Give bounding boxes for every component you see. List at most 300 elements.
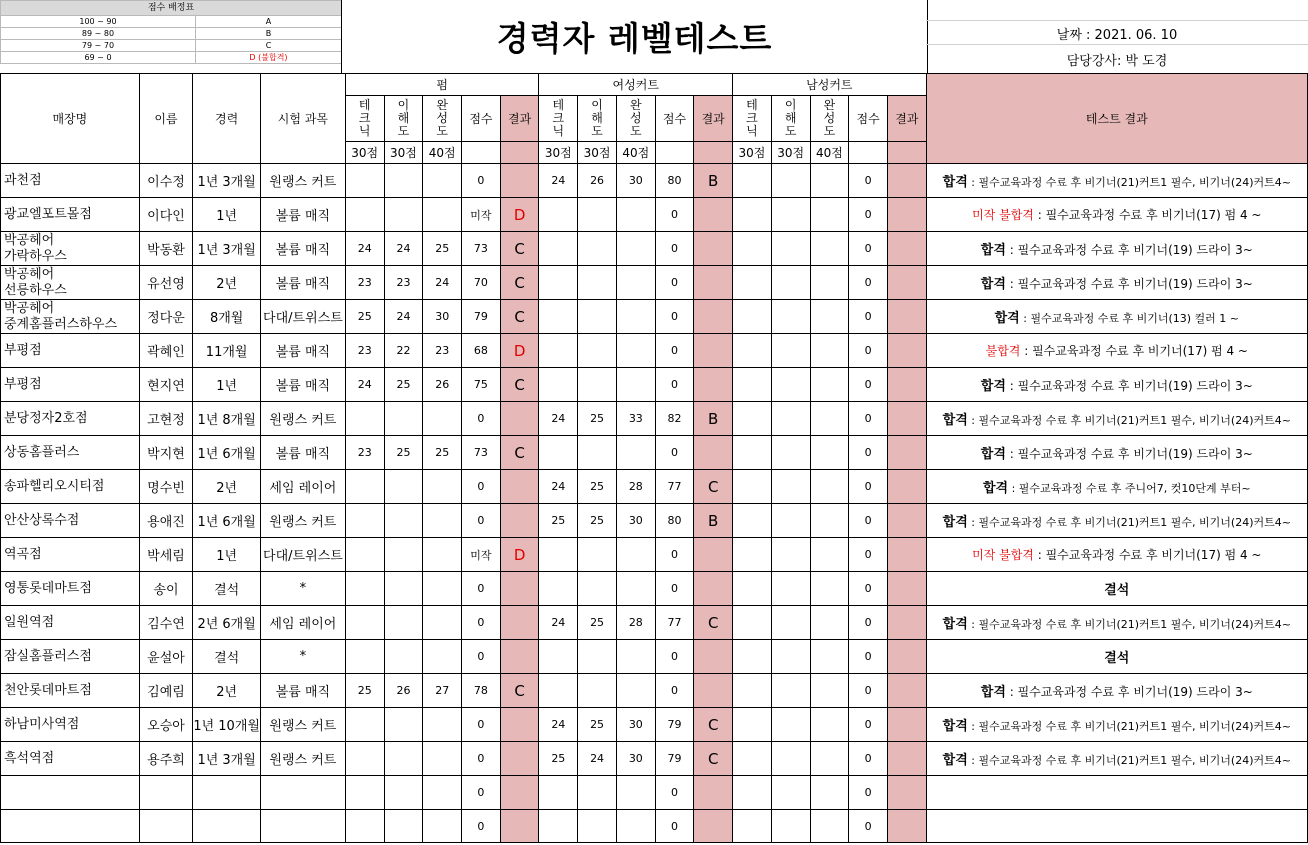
table-row: [1, 742, 1308, 776]
men-value-cell: [810, 368, 849, 402]
perm-value-cell: 70: [462, 266, 501, 300]
result-detail: : 필수교육과정 수료 후 비기너(19) 드라이 3~: [1005, 379, 1253, 393]
perm-value-cell: [345, 402, 384, 436]
perm-value-cell: [384, 198, 423, 232]
table-row: [1, 436, 1308, 470]
men-grade-cell: [887, 368, 926, 402]
result-status: 합격: [942, 175, 968, 190]
result-status: 미작 불합격: [972, 208, 1034, 222]
subject-cell: 원랭스 커트: [260, 742, 345, 776]
men-value-cell: [771, 674, 810, 708]
women-value-cell: 33: [616, 402, 655, 436]
perm-grade-cell: [500, 402, 539, 436]
women-value-cell: [616, 640, 655, 674]
men-value-cell: 0: [849, 436, 888, 470]
men-value-cell: [771, 470, 810, 504]
perm-grade-cell: C: [500, 266, 539, 300]
perm-value-cell: [384, 572, 423, 606]
perm-grade-cell: [500, 776, 539, 810]
men-value-cell: [733, 198, 772, 232]
subject-cell: 원랭스 커트: [260, 402, 345, 436]
perm-value-cell: 0: [462, 402, 501, 436]
men-grade-cell: [887, 708, 926, 742]
men-value-cell: [771, 538, 810, 572]
result-cell: [926, 436, 1307, 470]
result-cell: [926, 504, 1307, 538]
perm-value-cell: 0: [462, 606, 501, 640]
result-cell: [926, 300, 1307, 334]
women-value-cell: [578, 538, 617, 572]
perm-value-cell: [384, 810, 423, 843]
men-value-cell: [810, 606, 849, 640]
men-value-cell: [771, 232, 810, 266]
career-cell: 2년: [193, 470, 261, 504]
women-value-cell: [539, 436, 578, 470]
men-value-cell: [733, 334, 772, 368]
men-value-cell: [733, 164, 772, 198]
score-reference-row: [1, 52, 342, 64]
career-cell: 1년 3개월: [193, 232, 261, 266]
perm-value-cell: 73: [462, 232, 501, 266]
men-value-cell: 0: [849, 606, 888, 640]
perm-value-cell: [423, 504, 462, 538]
result-status: 결석: [1104, 583, 1130, 598]
store-cell: 안산상록수점: [1, 504, 140, 538]
women-value-cell: 28: [616, 470, 655, 504]
table-row: [1, 504, 1308, 538]
women-value-cell: [616, 674, 655, 708]
men-value-cell: [733, 640, 772, 674]
name-cell: 윤설아: [139, 640, 193, 674]
perm-grade-cell: [500, 810, 539, 843]
women-value-cell: [578, 266, 617, 300]
career-cell: 결석: [193, 640, 261, 674]
result-cell: [926, 164, 1307, 198]
career-cell: 1년 3개월: [193, 164, 261, 198]
perm-value-cell: 미작: [462, 198, 501, 232]
women-value-cell: 0: [655, 572, 694, 606]
result-detail: : 필수교육과정 수료 후 비기너(21)커트1 필수, 비기너(24)커트4~: [967, 176, 1291, 189]
women-value-cell: [539, 810, 578, 843]
score-grade: C: [196, 40, 342, 52]
perm-value-cell: [384, 606, 423, 640]
women-value-cell: 0: [655, 300, 694, 334]
men-value-cell: 0: [849, 300, 888, 334]
name-cell: 김수연: [139, 606, 193, 640]
score-reference-row: [1, 28, 342, 40]
name-cell: 박세림: [139, 538, 193, 572]
subject-cell: 볼륨 매직: [260, 368, 345, 402]
perm-value-cell: 0: [462, 504, 501, 538]
men-value-cell: [810, 708, 849, 742]
women-grade-cell: B: [694, 402, 733, 436]
name-cell: 정다운: [139, 300, 193, 334]
header-women-points: 30점: [539, 142, 578, 164]
perm-value-cell: [345, 742, 384, 776]
perm-value-cell: [345, 640, 384, 674]
women-value-cell: 24: [539, 606, 578, 640]
women-value-cell: [539, 232, 578, 266]
women-value-cell: [539, 300, 578, 334]
header-group-women-cut: 여성커트: [539, 74, 733, 96]
men-value-cell: [771, 436, 810, 470]
header-perm-points: 30점: [345, 142, 384, 164]
men-grade-cell: [887, 470, 926, 504]
women-grade-cell: B: [694, 164, 733, 198]
header-perm-sub: 완 성 도: [423, 96, 462, 142]
header-perm-sub: 테 크 닉: [345, 96, 384, 142]
women-value-cell: [616, 810, 655, 843]
women-value-cell: [539, 674, 578, 708]
name-cell: 유선영: [139, 266, 193, 300]
header-perm-points: 30점: [384, 142, 423, 164]
store-cell: 과천점: [1, 164, 140, 198]
result-status: 합격: [942, 515, 968, 530]
meta-divider: [926, 20, 1308, 21]
perm-value-cell: [345, 776, 384, 810]
result-status: 합격: [980, 277, 1006, 292]
men-value-cell: [733, 810, 772, 843]
women-value-cell: 0: [655, 368, 694, 402]
result-cell: [926, 606, 1307, 640]
perm-grade-cell: [500, 640, 539, 674]
men-value-cell: 0: [849, 572, 888, 606]
women-value-cell: 24: [578, 742, 617, 776]
men-value-cell: 0: [849, 368, 888, 402]
header-women-points: 40점: [616, 142, 655, 164]
score-range: 89 ~ 80: [1, 28, 196, 40]
men-value-cell: 0: [849, 402, 888, 436]
perm-value-cell: [345, 164, 384, 198]
men-value-cell: [733, 436, 772, 470]
career-cell: [193, 810, 261, 843]
perm-grade-cell: D: [500, 198, 539, 232]
career-cell: 1년 3개월: [193, 742, 261, 776]
career-cell: 1년: [193, 368, 261, 402]
women-value-cell: [539, 334, 578, 368]
men-value-cell: [733, 402, 772, 436]
perm-grade-cell: [500, 742, 539, 776]
result-status: 합격: [942, 413, 968, 428]
men-grade-cell: [887, 300, 926, 334]
result-detail: : 필수교육과정 수료 후 주니어7, 컷10단계 부터~: [1008, 482, 1251, 495]
store-cell: 영통롯데마트점: [1, 572, 140, 606]
subject-cell: 세임 레이어: [260, 470, 345, 504]
perm-value-cell: 23: [345, 266, 384, 300]
perm-value-cell: 22: [384, 334, 423, 368]
perm-value-cell: [423, 198, 462, 232]
women-value-cell: 0: [655, 674, 694, 708]
perm-value-cell: [423, 164, 462, 198]
header-career: 경력: [193, 74, 261, 164]
perm-value-cell: 25: [423, 436, 462, 470]
name-cell: 박지현: [139, 436, 193, 470]
table-row: [1, 300, 1308, 334]
result-cell: [926, 368, 1307, 402]
subject-cell: *: [260, 640, 345, 674]
perm-value-cell: 24: [384, 300, 423, 334]
perm-value-cell: 25: [423, 232, 462, 266]
header-perm-grade: 결과: [500, 96, 539, 142]
women-value-cell: 0: [655, 232, 694, 266]
header-perm-sub: 이 해 도: [384, 96, 423, 142]
table-row: [1, 708, 1308, 742]
perm-value-cell: 0: [462, 572, 501, 606]
women-value-cell: 25: [578, 708, 617, 742]
store-cell: 박공헤어 선릉하우스: [1, 266, 140, 300]
women-value-cell: [539, 640, 578, 674]
career-cell: 1년: [193, 538, 261, 572]
table-row: [1, 368, 1308, 402]
result-status: 합격: [942, 617, 968, 632]
men-value-cell: [810, 742, 849, 776]
perm-value-cell: [423, 810, 462, 843]
men-grade-cell: [887, 606, 926, 640]
men-value-cell: 0: [849, 742, 888, 776]
score-range: 79 ~ 70: [1, 40, 196, 52]
subject-cell: 볼륨 매직: [260, 334, 345, 368]
men-grade-cell: [887, 538, 926, 572]
score-reference-row: [1, 16, 342, 28]
men-value-cell: [810, 572, 849, 606]
perm-value-cell: 78: [462, 674, 501, 708]
result-cell: [926, 708, 1307, 742]
subject-cell: 다대/트위스트: [260, 300, 345, 334]
men-grade-cell: [887, 334, 926, 368]
women-grade-cell: [694, 538, 733, 572]
instructor-label: 담당강사: 박 도경: [1066, 54, 1168, 69]
women-value-cell: 0: [655, 776, 694, 810]
table-row: [1, 470, 1308, 504]
women-value-cell: [578, 198, 617, 232]
result-status: 합격: [942, 719, 968, 734]
perm-value-cell: 75: [462, 368, 501, 402]
men-value-cell: [771, 572, 810, 606]
perm-grade-cell: D: [500, 538, 539, 572]
subject-cell: [260, 776, 345, 810]
result-detail: : 필수교육과정 수료 후 비기너(21)커트1 필수, 비기너(24)커트4~: [967, 754, 1291, 767]
result-status: 결석: [1104, 651, 1130, 666]
perm-grade-cell: C: [500, 368, 539, 402]
women-value-cell: 30: [616, 708, 655, 742]
perm-value-cell: 25: [345, 674, 384, 708]
men-value-cell: [771, 300, 810, 334]
perm-value-cell: [423, 572, 462, 606]
result-status: 합격: [942, 753, 968, 768]
table-row: [1, 776, 1308, 810]
perm-grade-cell: C: [500, 674, 539, 708]
table-row: [1, 810, 1308, 843]
perm-value-cell: [384, 470, 423, 504]
women-value-cell: [616, 368, 655, 402]
women-value-cell: 30: [616, 742, 655, 776]
name-cell: 이다인: [139, 198, 193, 232]
table-row: [1, 266, 1308, 300]
name-cell: 김예림: [139, 674, 193, 708]
header-name: 이름: [139, 74, 193, 164]
store-cell: 하남미사역점: [1, 708, 140, 742]
women-value-cell: 24: [539, 402, 578, 436]
header-men-sub: 이 해 도: [771, 96, 810, 142]
men-value-cell: [771, 810, 810, 843]
table-row: [1, 198, 1308, 232]
perm-value-cell: 0: [462, 708, 501, 742]
women-value-cell: 0: [655, 334, 694, 368]
men-value-cell: [810, 504, 849, 538]
perm-value-cell: 23: [345, 334, 384, 368]
header-women-score: 점수: [655, 96, 694, 142]
name-cell: [139, 776, 193, 810]
men-grade-cell: [887, 776, 926, 810]
name-cell: 현지연: [139, 368, 193, 402]
men-value-cell: 0: [849, 538, 888, 572]
men-value-cell: 0: [849, 640, 888, 674]
header-men-points: 40점: [810, 142, 849, 164]
perm-value-cell: [423, 470, 462, 504]
header-women-points-blank: [655, 142, 694, 164]
perm-value-cell: 23: [345, 436, 384, 470]
women-grade-cell: [694, 334, 733, 368]
men-value-cell: [810, 334, 849, 368]
women-value-cell: [616, 300, 655, 334]
perm-value-cell: 25: [384, 368, 423, 402]
women-value-cell: 80: [655, 164, 694, 198]
header-perm-points: 40점: [423, 142, 462, 164]
men-value-cell: [733, 742, 772, 776]
header-men-points-blank: [887, 142, 926, 164]
perm-value-cell: 73: [462, 436, 501, 470]
men-value-cell: [771, 402, 810, 436]
women-value-cell: 77: [655, 606, 694, 640]
name-cell: [139, 810, 193, 843]
perm-value-cell: [384, 164, 423, 198]
perm-value-cell: [384, 504, 423, 538]
men-value-cell: [810, 164, 849, 198]
score-grade: D (불합격): [196, 52, 342, 64]
perm-grade-cell: [500, 470, 539, 504]
career-cell: 2년 6개월: [193, 606, 261, 640]
header-result: 테스트 결과: [926, 74, 1307, 164]
women-value-cell: [578, 436, 617, 470]
women-grade-cell: C: [694, 606, 733, 640]
result-detail: : 필수교육과정 수료 후 비기너(17) 펌 4 ~: [1033, 208, 1262, 222]
result-detail: : 필수교육과정 수료 후 비기너(19) 드라이 3~: [1005, 685, 1253, 699]
women-value-cell: [539, 368, 578, 402]
men-value-cell: 0: [849, 810, 888, 843]
men-value-cell: [771, 334, 810, 368]
subject-cell: 원랭스 커트: [260, 504, 345, 538]
women-value-cell: [539, 538, 578, 572]
women-grade-cell: [694, 572, 733, 606]
perm-grade-cell: C: [500, 232, 539, 266]
name-cell: 오승아: [139, 708, 193, 742]
men-value-cell: [733, 232, 772, 266]
women-grade-cell: [694, 300, 733, 334]
header-men-sub: 완 성 도: [810, 96, 849, 142]
perm-grade-cell: [500, 164, 539, 198]
perm-value-cell: [423, 402, 462, 436]
name-cell: 명수빈: [139, 470, 193, 504]
perm-grade-cell: C: [500, 436, 539, 470]
men-value-cell: 0: [849, 232, 888, 266]
women-value-cell: [578, 334, 617, 368]
men-value-cell: 0: [849, 266, 888, 300]
women-value-cell: 24: [539, 708, 578, 742]
title-area: [341, 0, 928, 73]
men-value-cell: [810, 300, 849, 334]
perm-value-cell: 0: [462, 470, 501, 504]
name-cell: 송이: [139, 572, 193, 606]
header-women-points: 30점: [578, 142, 617, 164]
result-cell: [926, 232, 1307, 266]
table-row: [1, 674, 1308, 708]
men-value-cell: [771, 164, 810, 198]
men-grade-cell: [887, 504, 926, 538]
header-women-sub: 이 해 도: [578, 96, 617, 142]
perm-value-cell: 79: [462, 300, 501, 334]
men-grade-cell: [887, 164, 926, 198]
men-value-cell: [733, 606, 772, 640]
subject-cell: 볼륨 매직: [260, 232, 345, 266]
women-value-cell: [616, 232, 655, 266]
result-cell: [926, 640, 1307, 674]
perm-value-cell: [423, 708, 462, 742]
men-value-cell: 0: [849, 334, 888, 368]
men-value-cell: 0: [849, 164, 888, 198]
header-women-grade: 결과: [694, 96, 733, 142]
result-detail: : 필수교육과정 수료 후 비기너(21)커트1 필수, 비기너(24)커트4~: [967, 618, 1291, 631]
perm-value-cell: [423, 776, 462, 810]
men-grade-cell: [887, 266, 926, 300]
women-value-cell: 25: [578, 402, 617, 436]
men-value-cell: [771, 708, 810, 742]
perm-value-cell: [345, 572, 384, 606]
subject-cell: 볼륨 매직: [260, 674, 345, 708]
result-status: 불합격: [985, 344, 1021, 358]
women-value-cell: [616, 538, 655, 572]
women-grade-cell: [694, 674, 733, 708]
result-cell: [926, 334, 1307, 368]
result-cell: [926, 470, 1307, 504]
women-value-cell: [539, 266, 578, 300]
store-cell: 역곡점: [1, 538, 140, 572]
store-cell: [1, 810, 140, 843]
perm-value-cell: 0: [462, 742, 501, 776]
store-cell: 흑석역점: [1, 742, 140, 776]
men-value-cell: [771, 742, 810, 776]
result-detail: : 필수교육과정 수료 후 비기너(19) 드라이 3~: [1005, 243, 1253, 257]
women-value-cell: 25: [539, 742, 578, 776]
perm-value-cell: [345, 708, 384, 742]
store-cell: 광교엘포트몰점: [1, 198, 140, 232]
result-detail: : 필수교육과정 수료 후 비기너(17) 펌 4 ~: [1033, 548, 1262, 562]
perm-grade-cell: C: [500, 300, 539, 334]
women-value-cell: 24: [539, 164, 578, 198]
career-cell: 8개월: [193, 300, 261, 334]
men-grade-cell: [887, 232, 926, 266]
perm-value-cell: 0: [462, 810, 501, 843]
career-cell: 결석: [193, 572, 261, 606]
store-cell: 송파헬리오시티점: [1, 470, 140, 504]
women-value-cell: 0: [655, 810, 694, 843]
header-perm-score: 점수: [462, 96, 501, 142]
men-value-cell: [810, 266, 849, 300]
women-value-cell: [578, 674, 617, 708]
women-value-cell: 79: [655, 708, 694, 742]
men-value-cell: [733, 776, 772, 810]
result-status: 합격: [980, 379, 1006, 394]
name-cell: 용애진: [139, 504, 193, 538]
